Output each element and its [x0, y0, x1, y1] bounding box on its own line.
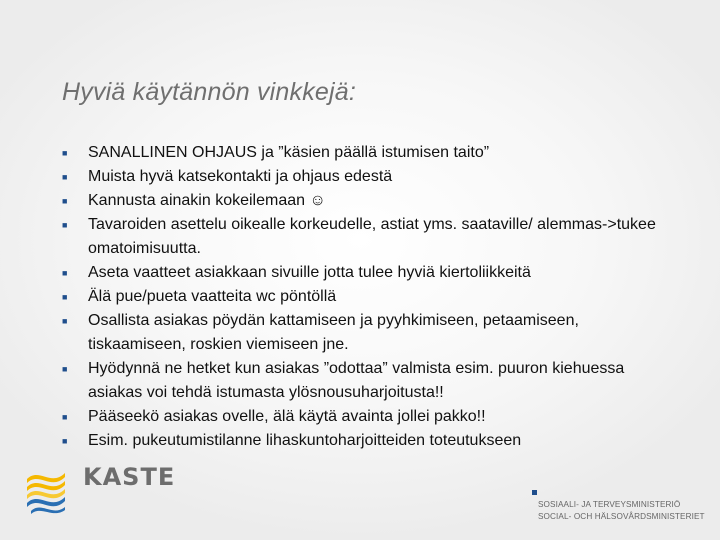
- square-bullet-icon: ■: [62, 316, 68, 326]
- bullet-item: [60, 285, 680, 309]
- kaste-logo: [25, 457, 176, 517]
- bullet-item: [60, 357, 680, 405]
- square-bullet-icon: ■: [62, 364, 68, 374]
- bullet-item: [60, 189, 680, 213]
- square-bullet-icon: ■: [62, 436, 68, 446]
- bullet-text: Hyödynnä ne hetket kun asiakas ”odottaa” valmista esim. puuron kiehuessa asiakas voi tehdä istumasta ylösnousuharjoitusta!!: [88, 360, 625, 401]
- slide-title: Hyviä käytännön vinkkejä:: [62, 78, 357, 106]
- bullet-text: Älä pue/pueta vaatteita wc pöntöllä: [88, 288, 337, 305]
- bullet-text: SANALLINEN OHJAUS ja ”käsien päällä istumisen taito”: [88, 144, 490, 161]
- bullet-text: Esim. pukeutumistilanne lihaskuntoharjoitteiden toteutukseen: [88, 432, 522, 449]
- square-bullet-icon: ■: [62, 268, 68, 278]
- bullet-text: Tavaroiden asettelu oikealle korkeudelle, astiat yms. saataville/ alemmas->tukee omatoimisuutta.: [88, 216, 656, 257]
- square-bullet-icon: ■: [62, 220, 68, 230]
- square-bullet-icon: ■: [62, 292, 68, 302]
- bullet-item: [60, 213, 680, 261]
- bullet-item: [60, 261, 680, 285]
- bullet-text: Aseta vaatteet asiakkaan sivuille jotta tulee hyviä kiertoliikkeitä: [88, 264, 531, 281]
- bullet-text: Pääseekö asiakas ovelle, älä käytä avainta jollei pakko!!: [88, 408, 486, 425]
- bullet-item: [60, 405, 680, 429]
- ministry-square-icon: [532, 490, 537, 495]
- kaste-wave-icon: [25, 457, 85, 517]
- bullet-item: [60, 141, 680, 165]
- bullet-list: [60, 141, 680, 453]
- bullet-item: [60, 165, 680, 189]
- square-bullet-icon: ■: [62, 172, 68, 182]
- bullet-text: Muista hyvä katsekontakti ja ohjaus edestä: [88, 168, 393, 185]
- bullet-text: Osallista asiakas pöydän kattamiseen ja pyyhkimiseen, petaamiseen, tiskaamiseen, roskien viemiseen jne.: [88, 312, 579, 353]
- ministry-logo: [532, 490, 717, 530]
- bullet-item: [60, 309, 680, 357]
- bullet-text: Kannusta ainakin kokeilemaan ☺: [88, 192, 326, 209]
- square-bullet-icon: ■: [62, 412, 68, 422]
- square-bullet-icon: ■: [62, 196, 68, 206]
- ministry-name-fi: SOSIAALI- JA TERVEYSMINISTERIÖ: [538, 500, 681, 509]
- ministry-name-sv: SOCIAL- OCH HÄLSOVÅRDSMINISTERIET: [538, 512, 705, 521]
- kaste-logo-text: KASTE: [83, 463, 176, 491]
- bullet-item: [60, 429, 680, 453]
- square-bullet-icon: ■: [62, 148, 68, 158]
